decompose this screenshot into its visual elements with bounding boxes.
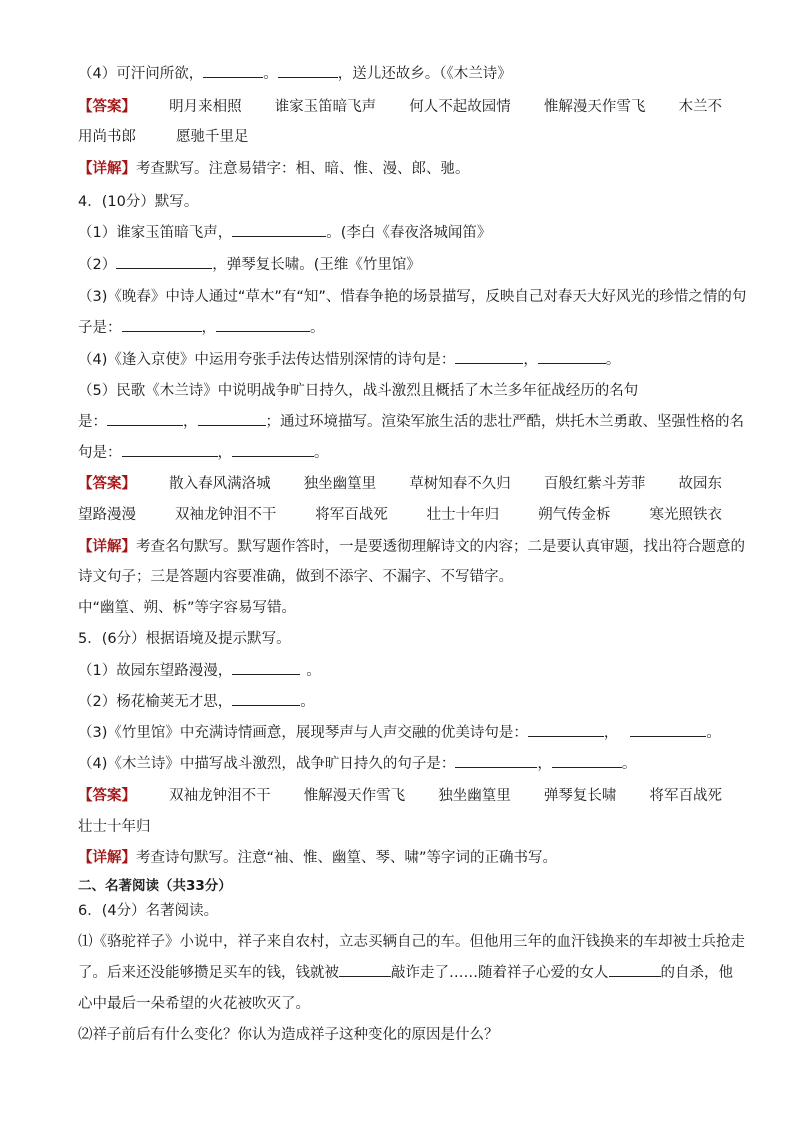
answer-blank <box>198 412 266 426</box>
answer-blank <box>232 223 326 237</box>
answer-item: 草树知春不久归 <box>409 476 511 492</box>
detail-text: 考查诗句默写。注意“袖、惟、幽篁、琴、啸”等字词的正确书写。 <box>136 850 558 866</box>
answer-blank <box>455 350 523 364</box>
answer-1-line1 <box>78 97 722 117</box>
question-4-1 <box>78 223 722 243</box>
answer-blank <box>107 412 183 426</box>
answer-1-line2 <box>78 127 722 147</box>
detail-label: 【详解】 <box>78 850 136 866</box>
question-4-4 <box>78 350 722 370</box>
q4-5-end: 。 <box>314 445 329 461</box>
q5-1-end: 。 <box>306 663 321 679</box>
answer-label: 【答案】 <box>78 788 136 804</box>
q5-3-text: （3)《竹里馆》中充满诗情画意，展现琴声与人声交融的优美诗句是： <box>78 725 528 741</box>
answer-blank <box>116 255 212 269</box>
q6-text: 的自杀，他 <box>660 965 733 981</box>
detail-label: 【详解】 <box>78 161 136 177</box>
q4-3-comma: ， <box>201 320 216 336</box>
q4-5-text: ；通过环境描写。渲染军旅生活的悲壮严酷，烘托木兰勇敢、坚强性格的名 <box>265 414 744 430</box>
question-4-2 <box>78 255 722 275</box>
question-4-title: 4．(10分）默写。 <box>78 194 199 210</box>
answer-item: 故园东 <box>678 476 722 492</box>
q6-text: 敲诈走了……随着祥子心爱的女人 <box>391 965 609 981</box>
question-6-1-cont2: 心中最后一朵希望的火花被吹灭了。 <box>78 996 310 1012</box>
answer-item: 双袖龙钟泪不干 <box>169 788 271 804</box>
detail-label: 【详解】 <box>78 539 136 555</box>
answer-blank <box>278 64 338 78</box>
answer-blank <box>232 692 300 706</box>
question-3-4 <box>78 64 722 84</box>
q4-2-text: ，弹琴复长啸。(王维《竹里馆》 <box>212 257 421 273</box>
answer-blank <box>609 963 661 977</box>
q4-3-end: 。 <box>310 320 325 336</box>
answer-blank <box>630 723 706 737</box>
detail-3 <box>78 848 722 868</box>
question-5-3 <box>78 723 722 743</box>
answer-label: 【答案】 <box>78 476 136 492</box>
answer-item: 木兰不 <box>678 99 722 115</box>
answer-item: 愿驰千里足 <box>176 129 249 145</box>
question-5-1 <box>78 661 722 681</box>
q4-1-source: 。(李白《春夜洛城闻笛》 <box>326 225 492 241</box>
answer-2-line2 <box>78 505 722 525</box>
q5-4-text: （4)《木兰诗》中描写战斗激烈，战争旷日持久的句子是： <box>78 756 456 772</box>
question-5-title: 5．(6分）根据语境及提示默写。 <box>78 631 291 647</box>
answer-item: 将军百战死 <box>315 507 388 523</box>
q5-3-comma: ， <box>603 725 619 741</box>
answer-item: 惟解漫天作雪飞 <box>303 788 406 804</box>
q4-4-comma: ， <box>523 352 538 368</box>
question-4-3: （3)《晚春》中诗人通过“草木”有“知”、惜春争艳的场景描写，反映自己对春天大好风光的珍惜之情的句 <box>78 289 747 305</box>
answer-item: 何人不起故园情 <box>409 99 511 115</box>
q5-3-end: 。 <box>706 725 721 741</box>
q4-3-prefix: 子是： <box>78 320 122 336</box>
q6-text: 了。后来还没能够攒足买车的钱，钱就被 <box>78 965 339 981</box>
answer-blank <box>203 64 263 78</box>
q5-2-text: （2）杨花榆荚无才思， <box>78 694 233 710</box>
q5-1-text: （1）故园东望路漫漫， <box>78 663 233 679</box>
question-6-title: 6．(4分）名著阅读。 <box>78 903 219 919</box>
q4-4-text: （4)《逢入京使》中运用夸张手法传达惜别深情的诗句是： <box>78 352 456 368</box>
answer-item: 明月来相照 <box>169 99 242 115</box>
answer-item: 将军百战死 <box>649 788 722 804</box>
answer-label: 【答案】 <box>78 99 136 115</box>
question-4-5-cont2 <box>78 443 722 463</box>
answer-2-line1 <box>78 474 722 494</box>
answer-blank <box>339 963 391 977</box>
answer-item: 双袖龙钟泪不干 <box>174 507 277 523</box>
q4-5-prefix2: 句是： <box>78 445 122 461</box>
answer-blank <box>232 443 314 457</box>
question-4-3-cont <box>78 318 722 338</box>
question-4-5: （5）民歌《木兰诗》中说明战争旷日持久，战斗激烈且概括了木兰多年征战经历的名句 <box>78 383 639 399</box>
q5-2-end: 。 <box>300 694 315 710</box>
answer-item: 壮士十年归 <box>426 507 500 523</box>
question-6-1: ⑴《骆驼祥子》小说中，祥子来自农村，立志买辆自己的车。但他用三年的血汗钱换来的车却被士兵抢走 <box>78 934 745 950</box>
q4-5-prefix: 是： <box>78 414 107 430</box>
answer-blank <box>538 350 606 364</box>
answer-3-line1 <box>78 786 722 806</box>
q3-4-part3: ，送儿还故乡。（《木兰诗》 <box>337 66 512 82</box>
answer-item: 惟解漫天作雪飞 <box>543 99 646 115</box>
question-6-2: ⑵祥子前后有什么变化？你认为造成祥子这种变化的原因是什么？ <box>78 1027 499 1043</box>
answer-3-line2 <box>78 817 722 837</box>
question-5-4 <box>78 754 722 774</box>
answer-item: 散入春风满洛城 <box>169 476 271 492</box>
answer-blank <box>528 723 604 737</box>
answer-item: 百般红紫斗芳菲 <box>543 476 646 492</box>
detail-text: 考查默写。注意易错字：相、暗、惟、漫、郎、驰。 <box>136 161 470 177</box>
answer-blank <box>552 754 622 768</box>
answer-blank <box>232 661 300 675</box>
question-6-1-cont <box>78 963 733 983</box>
answer-item: 谁家玉笛暗飞声 <box>274 99 377 115</box>
q3-4-part1: （4）可汗问所欲， <box>78 66 204 82</box>
detail-1 <box>78 159 722 179</box>
detail-2 <box>78 537 745 557</box>
answer-blank <box>216 318 310 332</box>
q3-4-part2: 。 <box>263 66 278 82</box>
detail-text: 考查名句默写。默写题作答时，一是要透彻理解诗文的内容；二是要认真审题，找出符合题意的 <box>136 539 745 555</box>
answer-item: 朔气传金柝 <box>538 507 611 523</box>
detail-2-line2: 诗文句子；三是答题内容要准确，做到不添字、不漏字、不写错字。 <box>78 569 513 585</box>
answer-item: 弹琴复长啸 <box>543 788 617 804</box>
detail-2-line3: 中“幽篁、朔、柝”等字容易写错。 <box>78 600 297 616</box>
answer-item: 寒光照铁衣 <box>649 507 722 523</box>
q4-5-comma: ， <box>183 414 198 430</box>
q4-4-end: 。 <box>605 352 621 368</box>
answer-item: 独坐幽篁里 <box>438 788 511 804</box>
q5-4-end: 。 <box>621 756 637 772</box>
q4-5-comma2: ， <box>217 445 232 461</box>
question-4-5-cont <box>78 412 744 432</box>
answer-item: 望路漫漫 <box>78 507 136 523</box>
q5-4-comma: ， <box>537 756 552 772</box>
q4-2-num: （2） <box>78 257 117 273</box>
answer-item: 壮士十年归 <box>78 819 151 835</box>
section-title: 二、名著阅读（共33分） <box>78 878 232 894</box>
answer-blank <box>455 754 537 768</box>
answer-item: 用尚书郎 <box>78 129 136 145</box>
q4-1-text: （1）谁家玉笛暗飞声， <box>78 225 233 241</box>
answer-blank <box>122 318 202 332</box>
question-5-2 <box>78 692 722 712</box>
answer-item: 独坐幽篁里 <box>303 476 377 492</box>
answer-blank <box>122 443 218 457</box>
